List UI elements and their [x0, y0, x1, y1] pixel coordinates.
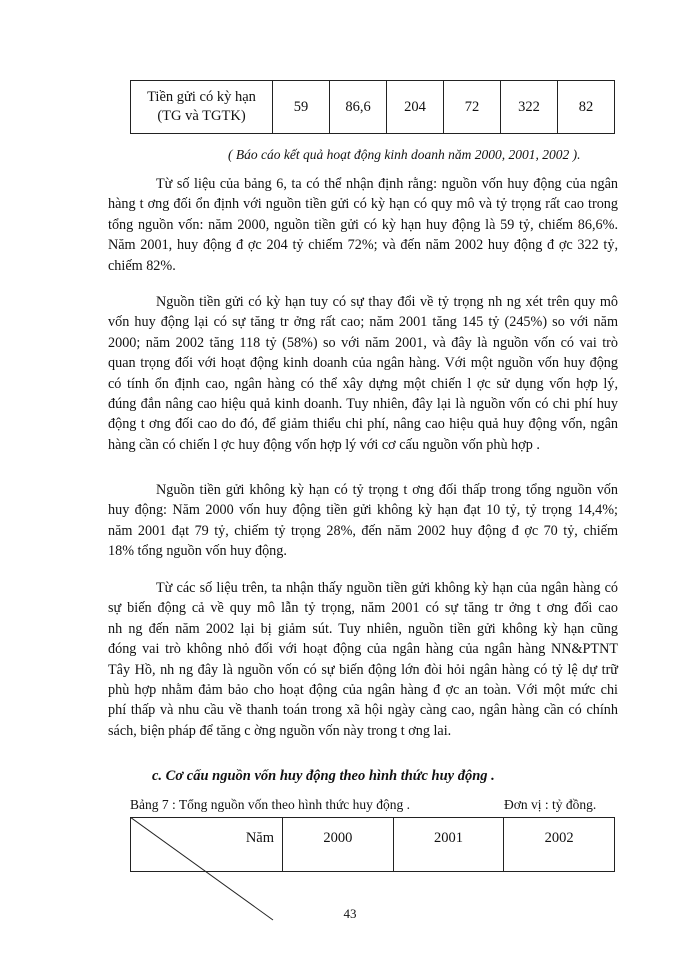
year-header: 2000 [283, 818, 394, 872]
paragraph-line: sách, biện pháp để tăng c ờng nguồn vốn này trong t ơng lai. [108, 722, 452, 739]
paragraph-line: đóng vai trò không nhỏ đối với hoạt động của ngân hàng của ngân hàng NN&PTNT [108, 641, 618, 658]
paragraph-line: chiếm 82%. [108, 257, 176, 274]
section-heading: c. Cơ cấu nguồn vốn huy động theo hình thức huy động . [152, 768, 495, 784]
table-7-caption: Bảng 7 : Tổng nguồn vốn theo hình thức huy động . [130, 797, 411, 812]
table-cell: 72 [444, 81, 501, 134]
table-cell: 82 [558, 81, 615, 134]
paragraph-line: 18% tổng nguồn vốn huy động. [108, 543, 287, 560]
table-6-fragment [130, 80, 615, 134]
paragraph-3 [108, 480, 618, 562]
page-number: 43 [343, 906, 357, 921]
paragraph-line: động t ơng đối cao do đó, để giảm thiểu chi phí, nâng cao hiệu quả huy động vốn, ngân [108, 416, 618, 433]
table-cell: 204 [387, 81, 444, 134]
paragraph-line: Nguồn tiền gửi có kỳ hạn tuy có sự thay đổi về tỷ trọng nh ng xét trên quy mô [156, 294, 618, 310]
paragraph-line: Từ các số liệu trên, ta nhận thấy nguồn tiền gửi không kỳ hạn của ngân hàng có [156, 580, 618, 596]
table-row [131, 81, 615, 134]
paragraph-line: vốn huy động lại có sự tăng tr ởng rất cao; năm 2001 tăng 145 tỷ (245%) so với năm [108, 314, 618, 331]
paragraph-line: Tây Hồ, nh ng đây là nguồn vốn có sự biến động lớn đòi hỏi ngân hàng có tỷ lệ dự trữ [108, 661, 618, 678]
corner-label: Năm [131, 818, 283, 872]
year-header: 2001 [393, 818, 504, 872]
paragraph-line: huy động: Năm 2000 vốn huy động tiền gửi không kỳ hạn đạt 10 tỷ, tỷ trọng 14,4%; [108, 502, 618, 519]
paragraph-line: có tính ổn định cao, ngân hàng có thể xây dựng một chiến l ợc sử dụng vốn hợp lý, [108, 375, 618, 392]
row-label [131, 81, 273, 134]
paragraph-line: nh ng đến năm 2002 lại bị giảm sút. Tuy nhiên, nguồn tiền gửi không kỳ hạn cũng [108, 620, 618, 637]
paragraph-2 [108, 292, 618, 455]
paragraph-line: Năm 2001, huy động đ ợc 204 tỷ chiếm 72%; và đến năm 2002 huy động đ ợc 322 tỷ, [108, 237, 618, 254]
source-note: ( Báo cáo kết quả hoạt động kinh doanh năm 2000, 2001, 2002 ). [228, 147, 581, 162]
table-cell: 59 [273, 81, 330, 134]
paragraph-line: tổng nguồn vốn: năm 2000, nguồn tiền gửi có kỳ hạn huy động là 59 tỷ, chiếm 86,6%. [108, 216, 618, 233]
paragraph-line: quan trọng đối với hoạt động kinh doanh của ngân hàng. Với một nguồn vốn huy động [108, 355, 618, 372]
table-cell: 86,6 [330, 81, 387, 134]
table-7-unit: Đơn vị : tỷ đồng. [504, 797, 597, 812]
paragraph-line: 2000; năm 2002 tăng 118 tỷ (58%) so với năm 2001, và đây là nguồn vốn có vai trò [108, 334, 618, 351]
paragraph-line: phù hợp nhằm đảm bảo cho hoạt động của ngân hàng đ ợc an toàn. Với một mức chi [108, 682, 618, 699]
row-label-line1: Tiền gửi có kỳ hạn [147, 89, 256, 105]
paragraph-4 [108, 578, 618, 741]
paragraph-line: phí thấp và nhu cầu về thanh toán trong xã hội ngày càng cao, ngân hàng cần có chính [108, 702, 618, 719]
paragraph-line: hàng cần có chiến l ợc huy động vốn hợp lý với cơ cấu nguồn vốn phù hợp . [108, 436, 540, 453]
paragraph-line: Từ số liệu của bảng 6, ta có thể nhận định rằng: nguồn vốn huy động của ngân [156, 176, 618, 192]
paragraph-1 [108, 174, 618, 276]
paragraph-line: sự biến động cả về quy mô lẫn tỷ trọng, năm 2001 có sự tăng tr ởng t ơng đối cao [108, 600, 618, 617]
year-header: 2002 [504, 818, 615, 872]
paragraph-line: Nguồn tiền gửi không kỳ hạn có tỷ trọng t ơng đối thấp trong tổng nguồn vốn [156, 482, 618, 498]
paragraph-line: năm 2001 đạt 79 tỷ, chiếm tỷ trọng 28%, đến năm 2002 huy động đ ợc 70 tỷ, chiếm [108, 522, 618, 539]
paragraph-line: hàng t ơng đối ổn định với nguồn tiền gửi có kỳ hạn có quy mô và tỷ trọng rất cao trong [108, 196, 618, 213]
paragraph-line: đúng đắn nâng cao hiệu quả kinh doanh. Tuy nhiên, đây lại là nguồn vốn có chi phí huy [108, 396, 618, 413]
table-cell: 322 [501, 81, 558, 134]
row-label-line2: (TG và TGTK) [157, 108, 246, 124]
